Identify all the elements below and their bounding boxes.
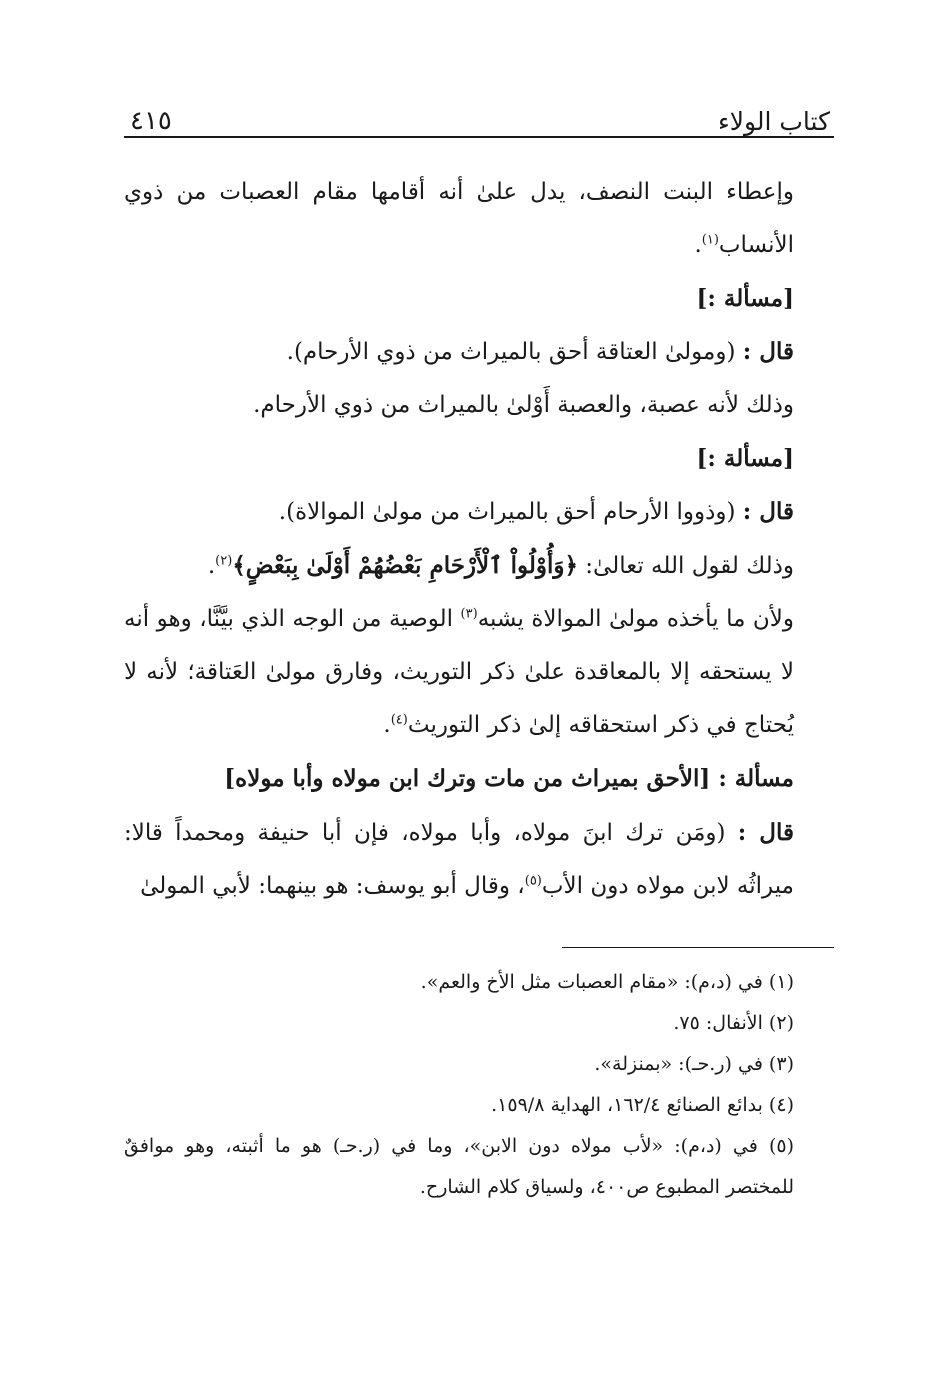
punctuation: .: [694, 232, 702, 258]
quran-verse: ﴿وَأُوْلُواْ ٱلْأَرْحَامِ بَعْضُهُمْ أَوْلَىٰ بِبَعْضٍ﴾: [232, 552, 578, 579]
paragraph-text: وذلك لقول الله تعالىٰ:: [578, 553, 794, 579]
footnote-separator: [562, 947, 834, 948]
footnotes: [124, 962, 834, 1208]
book-page: [124, 92, 834, 1208]
paragraph-text: وإعطاء البنت النصف، يدل علىٰ أنه أقامها مقام العصبات من ذوي الأنساب: [124, 179, 794, 258]
footnote: (٤) بدائع الصنائع ١٦٢/٤، الهداية ١٥٩/٨.: [491, 1094, 794, 1116]
footnote-ref: (٤): [390, 712, 408, 728]
paragraph: [124, 539, 834, 593]
quote-paragraph: [124, 806, 834, 913]
footnote: (٣) في (ر.حـ): «بمنزلة».: [594, 1053, 794, 1075]
footnote: (١) في (د،م): «مقام العصبات مثل الأخ والعم».: [420, 971, 794, 993]
footnote-ref: (٥): [524, 873, 542, 889]
section-heading: [مسألة :]: [696, 445, 794, 472]
footnote-ref: (٣): [460, 606, 478, 622]
punctuation: .: [383, 712, 391, 738]
paragraph: [124, 166, 834, 272]
issue-heading: [124, 752, 834, 806]
footnote: (٢) الأنفال: ٧٥.: [673, 1012, 794, 1034]
qala-label: قال :: [737, 819, 795, 846]
quote-text: ، وقال أبو يوسف: هو بينهما: لأبي المولىٰ: [140, 873, 525, 899]
qala-label: قال :: [742, 498, 794, 525]
quote-text: (ومولىٰ العتاقة أحق بالميراث من ذوي الأرحام).: [286, 339, 743, 365]
main-text: [124, 166, 834, 913]
qala-label: قال :: [742, 338, 794, 365]
quote-text: (ومَن ترك ابنَ مولاه، وأبا مولاه، فإن أبا حنيفة ومحمداً قالا: ميراثُه لابن مولاه دون الأب: [124, 820, 794, 899]
issue-label: مسألة :: [718, 765, 794, 792]
issue-title: [الأحق بميراث من مات وترك ابن مولاه وأبا مولاه]: [224, 765, 719, 792]
punctuation: .: [207, 553, 216, 579]
footnote-ref: (١): [701, 232, 719, 248]
quote-paragraph: [124, 325, 834, 379]
section-heading: [مسألة :]: [696, 285, 794, 312]
quote-paragraph: [124, 485, 834, 539]
paragraph: [124, 593, 834, 752]
quote-text: (وذووا الأرحام أحق بالميراث من مولىٰ الموالاة).: [278, 499, 743, 525]
footnote-ref: (٢): [215, 553, 233, 569]
paragraph: وذلك لأنه عصبة، والعصبة أَوْلىٰ بالميراث من ذوي الأرحام.: [253, 392, 794, 418]
paragraph-text: الوصية من الوجه الذي بيَّنَّا، وهو أنه لا يستحقه إلا بالمعاقدة علىٰ ذكر التوريث، وفارق مولىٰ العَتاقة؛ لأنه لا يُحتاج في ذكر استحقاقه إلىٰ ذكر التوريث: [124, 606, 794, 738]
page-number: ٤١٥: [130, 106, 172, 136]
footnote: (٥) في (د،م): «لأب مولاه دون الابن»، وما في (ر.حـ) هو ما أثبته، وهو موافقٌ للمختصر المطبوع ص٤٠٠، ولسياق كلام الشارح.: [124, 1135, 794, 1198]
paragraph-text: ولأن ما يأخذه مولىٰ الموالاة يشبه: [477, 606, 794, 632]
chapter-title: كتاب الولاء: [717, 107, 830, 136]
running-header: [124, 92, 834, 138]
